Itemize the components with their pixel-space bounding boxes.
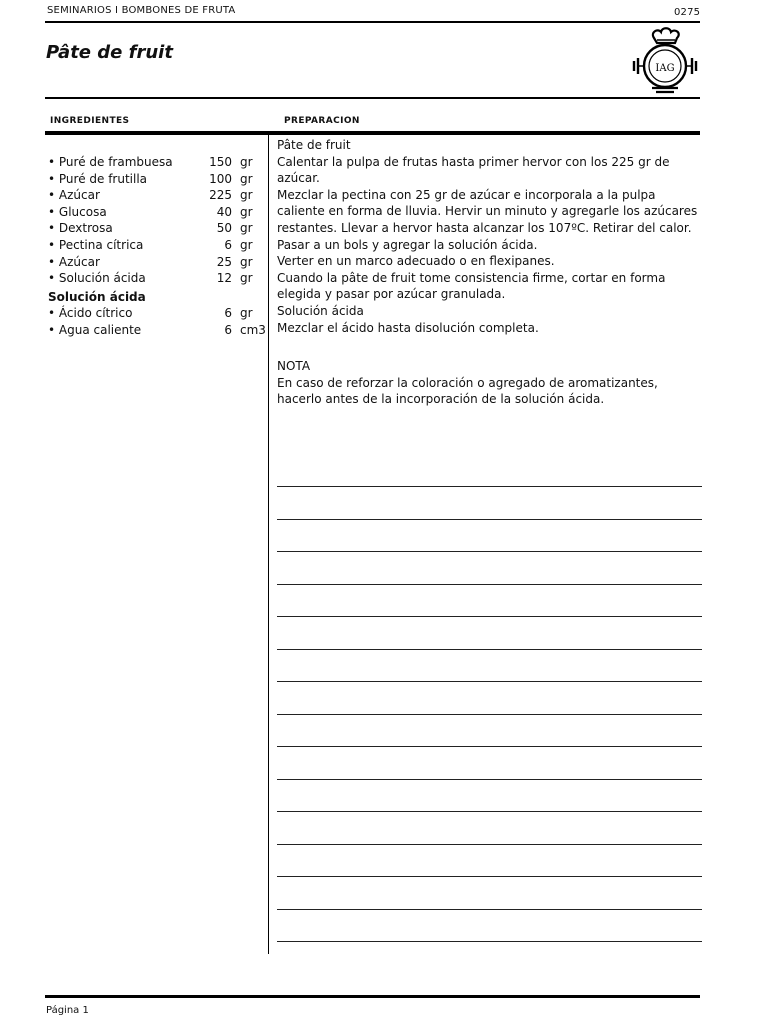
ingredient-qty: 150: [209, 155, 232, 169]
ingredient-name: • Solución ácida: [48, 271, 146, 285]
header-rule: [45, 97, 700, 99]
chef-hat-logo-icon: [628, 24, 700, 96]
ingredient-unit: gr: [240, 271, 253, 285]
ingredient-qty: 6: [224, 238, 232, 252]
list-item: [48, 171, 270, 188]
document-code: 0275: [674, 7, 701, 18]
list-item: [48, 254, 270, 271]
ingredient-name: • Azúcar: [48, 188, 100, 202]
list-item: [48, 237, 270, 254]
ingredient-qty: 40: [216, 205, 232, 219]
page-title: Pâte de fruit: [46, 42, 173, 63]
ingredient-unit: cm3: [240, 323, 266, 337]
top-rule: [45, 21, 700, 23]
writing-line: [277, 811, 702, 812]
section-title: SEMINARIOS I BOMBONES DE FRUTA: [47, 5, 236, 16]
iag-logo: [628, 24, 700, 96]
ingredient-qty: 50: [216, 221, 232, 235]
ingredient-qty: 225: [209, 188, 232, 202]
prep-paragraph: Mezclar el ácido hasta disolución completa.: [277, 320, 539, 335]
ingredient-name: • Puré de frutilla: [48, 172, 148, 186]
subsection-title: Solución ácida: [48, 290, 146, 304]
ingredient-unit: gr: [240, 221, 253, 235]
list-item: [48, 187, 270, 204]
writing-line: [277, 486, 702, 487]
note: [277, 358, 702, 408]
ingredient-name: • Ácido cítrico: [48, 306, 133, 320]
writing-line: [277, 941, 702, 942]
prep-paragraph: Solución ácida: [277, 303, 364, 318]
writing-line: [277, 519, 702, 520]
prep-paragraph: Pâte de fruit: [277, 138, 351, 152]
list-item: [48, 204, 270, 221]
ingredient-qty: 6: [224, 306, 232, 320]
writing-line: [277, 551, 702, 552]
writing-line: [277, 681, 702, 682]
ingredient-name: • Agua caliente: [48, 323, 142, 337]
ingredient-qty: 25: [216, 255, 232, 269]
ingredient-name: • Glucosa: [48, 205, 107, 219]
subsection-heading: [48, 289, 270, 306]
ingredient-unit: gr: [240, 188, 253, 202]
ingredient-qty: 6: [224, 323, 232, 337]
list-item: [48, 270, 270, 287]
footer-rule: [45, 995, 700, 998]
column-rule: [45, 131, 700, 135]
list-item: [48, 305, 270, 322]
list-item: [48, 322, 270, 339]
ingredient-name: • Pectina cítrica: [48, 238, 144, 252]
ingredient-unit: gr: [240, 255, 253, 269]
ingredient-name: • Puré de frambuesa: [48, 155, 173, 169]
ingredient-unit: gr: [240, 238, 253, 252]
writing-line: [277, 876, 702, 877]
writing-line: [277, 584, 702, 585]
writing-line: [277, 746, 702, 747]
prep-paragraph: Verter en un marco adecuado o en flexipanes.: [277, 254, 555, 269]
ingredient-unit: gr: [240, 306, 253, 320]
ingredient-name: • Dextrosa: [48, 221, 113, 235]
note-text: En caso de reforzar la coloración o agregado de aromatizantes, hacerlo antes de la incorporación de la solución ácida.: [277, 375, 658, 407]
ingredient-unit: gr: [240, 155, 253, 169]
prep-paragraph: Mezclar la pectina con 25 gr de azúcar e incorporala a la pulpa caliente en forma de lluvia. Hervir un minuto y agregarle los azúcares restantes. Llevar a hervor hasta alcanzar los 107ºC. Retirar del calor. Pasar a un bols y agregar la solución ácida.: [277, 187, 698, 252]
writing-line: [277, 909, 702, 910]
ingredient-qty: 100: [209, 172, 232, 186]
writing-line: [277, 844, 702, 845]
list-item: [48, 154, 270, 171]
writing-line: [277, 714, 702, 715]
ingredient-name: • Azúcar: [48, 255, 100, 269]
ingredients-heading: INGREDIENTES: [50, 116, 130, 126]
ingredient-qty: 12: [216, 271, 232, 285]
ingredient-unit: gr: [240, 205, 253, 219]
list-item: [48, 220, 270, 237]
ingredient-unit: gr: [240, 172, 253, 186]
prep-paragraph: Cuando la pâte de fruit tome consistencia firme, cortar en forma elegida y pasar por azúcar granulada.: [277, 270, 666, 302]
writing-line: [277, 616, 702, 617]
writing-line: [277, 779, 702, 780]
preparation-text: [277, 137, 702, 336]
writing-line: [277, 649, 702, 650]
preparation-heading: PREPARACION: [284, 116, 360, 126]
prep-paragraph: Calentar la pulpa de frutas hasta primer hervor con los 225 gr de azúcar.: [277, 154, 670, 186]
page-number: Página 1: [46, 1005, 89, 1016]
note-label: NOTA: [277, 359, 311, 373]
logo-text: IAG: [655, 63, 675, 74]
